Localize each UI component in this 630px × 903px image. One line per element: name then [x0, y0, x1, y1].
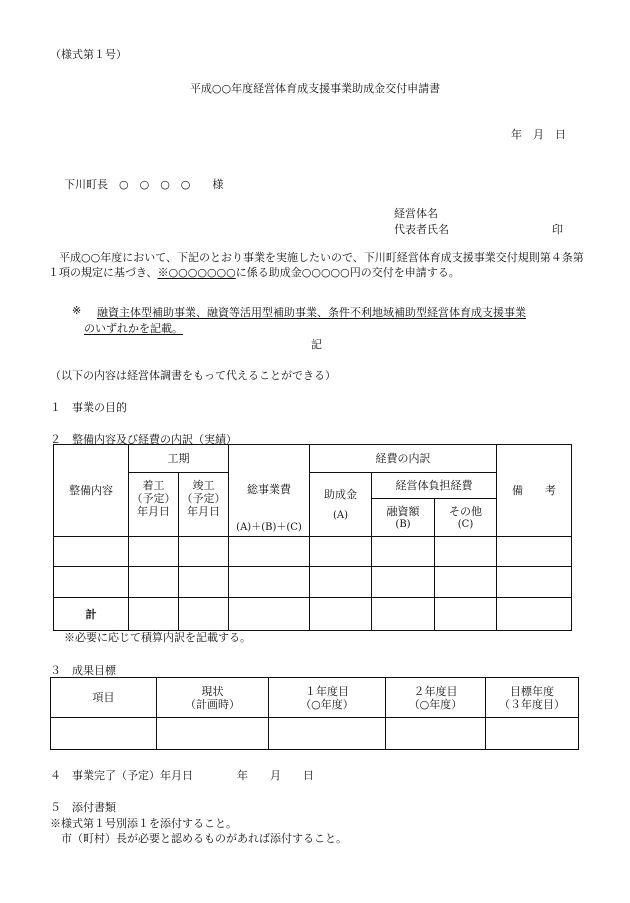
addressee: 下川町長 ○ ○ ○ ○ 様	[64, 178, 224, 191]
section-1: １ 事業の目的	[50, 401, 127, 414]
header-total-cell	[229, 445, 310, 537]
header-breakdown: 経費の内訳	[310, 445, 497, 473]
attachment-note-2: 市（町村）長が必要と認めるものがあれば添付すること。	[61, 832, 347, 845]
target-header-year2-l1: ２年度目	[413, 684, 458, 698]
header-total-formula: (A)＋(B)＋(C)	[236, 522, 302, 533]
target-table	[50, 677, 579, 750]
table-row	[51, 718, 579, 750]
target-header-year2	[386, 678, 486, 718]
date-line: 年 月 日	[511, 128, 566, 141]
header-period: 工期	[129, 445, 229, 473]
note-line2: のいずれかを記載。	[84, 322, 183, 335]
header-total: 総事業費	[247, 483, 291, 496]
table1-note: ※必要に応じて積算内訳を記載する。	[64, 631, 251, 644]
table-row	[54, 567, 572, 598]
applicant-org-label: 経営体名	[394, 207, 438, 220]
header-remarks: 備 考	[497, 445, 572, 537]
seal-mark: 印	[552, 223, 563, 236]
header-burden: 経営体負担経費	[372, 473, 497, 499]
table-row	[54, 537, 572, 567]
header-subsidy-sym: (A)	[332, 509, 349, 521]
header-other-label: その他	[449, 504, 482, 518]
section-5: ５ 添付書類	[50, 801, 116, 814]
section-2: ２ 整備内容及び経費の内訳（実績）	[50, 433, 237, 446]
header-loan	[372, 499, 435, 537]
header-end-l2: （予定）	[181, 492, 226, 505]
body-underlined: ※○○○○○○○	[157, 266, 236, 279]
target-header-item	[51, 678, 157, 718]
expense-table	[53, 444, 572, 631]
header-start-l1: 着工	[142, 479, 165, 492]
target-header-current-l1: 現状	[201, 684, 224, 698]
target-header-year2-l2: （○年度）	[408, 697, 463, 711]
body-paragraph	[48, 250, 588, 280]
section-3: ３ 成果目標	[50, 664, 116, 677]
target-header-current-l2: （計画時）	[185, 697, 240, 711]
target-header-current	[157, 678, 269, 718]
note-line1: 融資主体型補助事業、融資等活用型補助事業、条件不利地域補助型経営体育成支援事業	[97, 306, 526, 319]
header-end-l3: 年月日	[187, 505, 220, 518]
header-start	[129, 473, 179, 537]
target-header-goal	[486, 678, 579, 718]
target-header-goal-l1: 目標年度	[510, 684, 554, 698]
header-subsidy	[310, 473, 372, 537]
attachment-note-1: ※様式第１号別添１を添付すること。	[50, 817, 237, 830]
header-other	[435, 499, 497, 537]
applicant-rep-label: 代表者氏名	[394, 223, 449, 236]
target-header-goal-l2: （３年度目）	[499, 697, 565, 711]
header-other-sym: (C)	[457, 518, 474, 530]
alt-note: （以下の内容は経営体調書をもって代えることができる）	[50, 369, 336, 382]
header-end-l1: 竣工	[192, 479, 215, 492]
target-header-item-l1: 項目	[92, 691, 115, 704]
header-start-l2: （予定）	[131, 492, 176, 505]
body-text-2: に係る助成金○○○○○円の交付を申請する。	[235, 266, 460, 279]
form-label: （様式第１号）	[50, 48, 127, 61]
total-label: 計	[54, 598, 129, 631]
table-total-row	[54, 598, 572, 631]
section-4: ４ 事業完了（予定）年月日 年 月 日	[50, 769, 314, 782]
target-header-year1-l2: （○年度）	[300, 697, 354, 711]
header-loan-sym: (B)	[395, 518, 411, 530]
ki-label: 記	[311, 338, 322, 351]
header-content: 整備内容	[54, 445, 129, 537]
note-mark: ※	[72, 304, 82, 317]
header-subsidy-label: 助成金	[324, 487, 357, 501]
body-text-1: 平成○○年度において、下記のとおり事業を実施したいので、下川町経営体育成支援事業交付規則第４条第１項の規定に基づき、	[48, 251, 584, 279]
document-title: 平成○○年度経営体育成支援事業助成金交付申請書	[189, 82, 441, 95]
header-start-l3: 年月日	[137, 505, 170, 518]
target-header-year1	[269, 678, 386, 718]
target-header-year1-l1: １年度目	[305, 684, 349, 698]
header-end	[179, 473, 229, 537]
header-loan-label: 融資額	[386, 504, 420, 518]
